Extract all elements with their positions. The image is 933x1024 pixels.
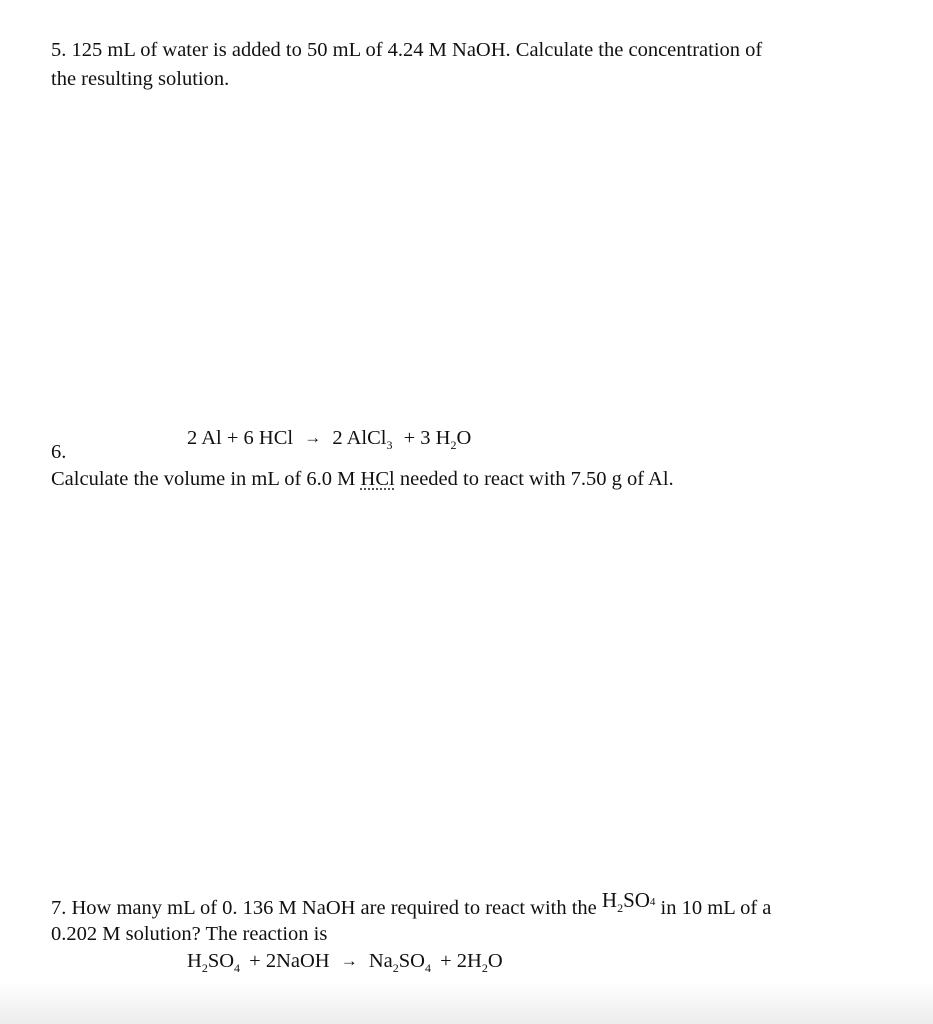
q5-line-1: 5. 125 mL of water is added to 50 mL of 4.24 M NaOH. Calculate the concentration of bbox=[51, 39, 763, 61]
q7-line-1-suffix: in 10 mL of a bbox=[655, 897, 772, 919]
q7-eq-p2-h: + 2H bbox=[440, 950, 482, 972]
q7-eq-p2-h-sub: 2 bbox=[481, 961, 488, 975]
q7-line-1-prefix: 7. How many mL of 0. 136 M NaOH are required to react with the bbox=[51, 897, 602, 919]
q6-question-hcl: HCl bbox=[360, 468, 395, 490]
q7-eq-r1-h-sub: 2 bbox=[201, 961, 208, 975]
q7-inline-formula-so-sub: 4 bbox=[649, 896, 656, 908]
q6-eq-product-water: + 3 H bbox=[403, 427, 451, 449]
q7-eq-p2-o: O bbox=[487, 950, 503, 972]
q7-eq-p1-na: Na bbox=[368, 950, 393, 972]
q6-number: 6. bbox=[51, 441, 67, 463]
q5-line-2: the resulting solution. bbox=[51, 68, 230, 90]
q7-inline-formula bbox=[602, 886, 656, 919]
q7-eq-p1-so: SO bbox=[398, 950, 425, 972]
q6-question-prefix: Calculate the volume in mL of 6.0 M bbox=[51, 468, 361, 490]
q7-eq-p1-na-sub: 2 bbox=[392, 961, 399, 975]
q7-eq-r2: + 2NaOH bbox=[249, 950, 330, 972]
q7-line-2: 0.202 M solution? The reaction is bbox=[51, 923, 328, 945]
q6-eq-product-alcl: 2 AlCl bbox=[332, 427, 387, 449]
q7-eq-r1-h: H bbox=[187, 950, 202, 972]
q6-eq-arrow: → bbox=[304, 428, 322, 447]
page-bottom-shadow bbox=[0, 982, 933, 1024]
q7-eq-arrow: → bbox=[340, 951, 358, 970]
q7-inline-formula-h-sub: 2 bbox=[617, 901, 624, 915]
q6-question bbox=[51, 465, 674, 494]
q6-question-suffix: needed to react with 7.50 g of Al. bbox=[394, 468, 674, 490]
q7-eq-r1-so-sub: 4 bbox=[234, 961, 241, 975]
q6-eq-product-alcl-sub: 3 bbox=[386, 438, 393, 452]
q6-equation bbox=[187, 427, 471, 450]
q6-eq-product-water-tail: O bbox=[456, 427, 472, 449]
q7-equation bbox=[187, 950, 503, 973]
q7-inline-formula-so: SO bbox=[623, 888, 650, 912]
q7-eq-r1-so: SO bbox=[207, 950, 235, 972]
q7-inline-formula-h: H bbox=[601, 888, 618, 912]
q6-eq-product-water-sub: 2 bbox=[450, 438, 457, 452]
q6-eq-reactants: 2 Al + 6 HCl bbox=[187, 427, 294, 449]
q7-eq-p1-so-sub: 4 bbox=[424, 961, 431, 975]
